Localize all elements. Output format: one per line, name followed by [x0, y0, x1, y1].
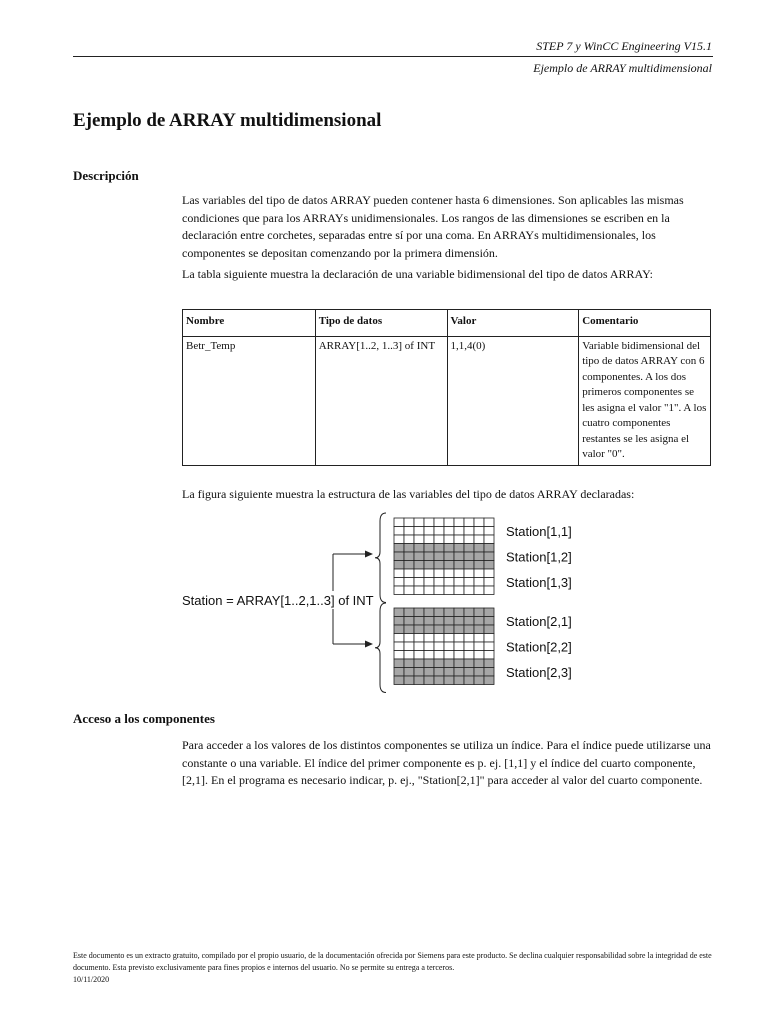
array-cell [424, 651, 434, 660]
array-cell [474, 544, 484, 553]
array-cell [434, 668, 444, 677]
page-title: Ejemplo de ARRAY multidimensional [73, 110, 382, 131]
array-cell [484, 552, 494, 561]
brace [375, 513, 386, 603]
array-cell [464, 518, 474, 527]
descripcion-heading: Descripción [73, 168, 139, 183]
array-cell [444, 535, 454, 544]
table-cell-nombre: Betr_Temp [183, 336, 316, 465]
array-cell [394, 608, 404, 617]
array-cell [394, 527, 404, 536]
array-cell [474, 676, 484, 685]
array-cell [444, 642, 454, 651]
array-cell [474, 625, 484, 634]
array-cell [454, 659, 464, 668]
array-cell [424, 617, 434, 626]
array-cell [484, 569, 494, 578]
array-cell [414, 527, 424, 536]
array-cell [454, 617, 464, 626]
array-cell [484, 608, 494, 617]
array-cell [414, 608, 424, 617]
array-cell [404, 561, 414, 570]
array-cell [444, 659, 454, 668]
array-cell [454, 608, 464, 617]
array-cell [404, 518, 414, 527]
footer-date: 10/11/2020 [73, 975, 110, 984]
array-cell [394, 659, 404, 668]
footer-disclaimer: Este documento es un extracto gratuito, compilado por el propio usuario, de la documentación ofrecida por Siemens para este producto. Se declina cualquier responsabilidad sobre la integridad de este documento. Esta previsto exclusivamente para fines propios e internos del usuario. No se permite su entrega a terceros. [73, 951, 712, 972]
array-cell [464, 659, 474, 668]
array-cell [434, 676, 444, 685]
component-label: Station[2,3] [506, 665, 572, 680]
array-cell [474, 535, 484, 544]
array-cell [464, 642, 474, 651]
header-section: Ejemplo de ARRAY multidimensional [533, 61, 712, 75]
array-cell [484, 561, 494, 570]
array-cell [434, 642, 444, 651]
array-cell [434, 535, 444, 544]
array-cell [404, 668, 414, 677]
array-cell [444, 625, 454, 634]
array-cell [394, 535, 404, 544]
array-cell [454, 642, 464, 651]
array-cell [454, 535, 464, 544]
array-cell [464, 561, 474, 570]
array-cell [474, 569, 484, 578]
array-cell [424, 544, 434, 553]
array-cell [394, 668, 404, 677]
array-cell [404, 544, 414, 553]
array-cell [444, 544, 454, 553]
column-header: Nombre [183, 310, 316, 337]
array-cell [454, 552, 464, 561]
array-cell [484, 642, 494, 651]
array-cell [464, 634, 474, 643]
array-cell [394, 586, 404, 595]
column-header: Tipo de datos [315, 310, 447, 337]
array-cell [434, 569, 444, 578]
array-cell [394, 676, 404, 685]
array-cell [474, 527, 484, 536]
array-cell [474, 617, 484, 626]
array-cell [434, 578, 444, 587]
array-cell [454, 651, 464, 660]
array-cell [424, 676, 434, 685]
array-cell [474, 668, 484, 677]
array-cell [404, 659, 414, 668]
array-cell [404, 552, 414, 561]
array-cell [444, 617, 454, 626]
component-label: Station[1,2] [506, 549, 572, 565]
array-cell [484, 668, 494, 677]
array-cell [424, 625, 434, 634]
array-cell [464, 617, 474, 626]
array-cell [424, 634, 434, 643]
array-cell [394, 625, 404, 634]
array-cell [464, 608, 474, 617]
array-cell [414, 668, 424, 677]
array-cell [474, 561, 484, 570]
array-cell [414, 676, 424, 685]
array-cell [434, 625, 444, 634]
array-cell [414, 552, 424, 561]
array-cell [434, 544, 444, 553]
array-cell [474, 578, 484, 587]
array-cell [394, 634, 404, 643]
array-cell [394, 651, 404, 660]
array-cell [424, 552, 434, 561]
array-cell [464, 676, 474, 685]
array-cell [424, 518, 434, 527]
array-cell [474, 608, 484, 617]
footer [73, 950, 718, 986]
array-cell [424, 642, 434, 651]
array-cell [404, 527, 414, 536]
array-cell [444, 668, 454, 677]
array-cell [404, 676, 414, 685]
array-cell [474, 634, 484, 643]
table-cell-valor: 1,1,4(0) [447, 336, 579, 465]
array-cell [414, 642, 424, 651]
array-cell [394, 544, 404, 553]
array-cell [424, 535, 434, 544]
array-cell [444, 608, 454, 617]
array-cell [394, 552, 404, 561]
array-cell [464, 625, 474, 634]
array-cell [414, 518, 424, 527]
array-cell [404, 535, 414, 544]
array-cell [464, 586, 474, 595]
array-cell [454, 569, 464, 578]
array-cell [424, 668, 434, 677]
array-cell [394, 578, 404, 587]
array-cell [404, 617, 414, 626]
table-cell-comentario: Variable bidimensional del tipo de datos ARRAY con 6 componentes. A los dos primeros componentes se les asigna el valor "1". A los cuatro componentes restantes se les asigna el valor "0". [579, 336, 711, 465]
acceso-paragraph: Para acceder a los valores de los distintos componentes se utiliza un índice. Para el índice puede utilizarse una constante o una variable. El índice del primer componente es p. ej. [1,1] y el índice del cuarto componente, [2,1]. En el programa es necesario indicar, p. ej., "Station[2,1]" para acceder al valor del cuarto componente. [182, 738, 711, 788]
array-cell [484, 578, 494, 587]
array-cell [484, 651, 494, 660]
array-cell [464, 569, 474, 578]
header-rule [73, 56, 713, 57]
array-cell [484, 617, 494, 626]
array-cell [404, 642, 414, 651]
array-cell [404, 651, 414, 660]
array-cell [444, 552, 454, 561]
component-label: Station[2,2] [506, 639, 572, 655]
array-cell [444, 561, 454, 570]
array-cell [434, 527, 444, 536]
array-cell [454, 527, 464, 536]
array-cell [474, 518, 484, 527]
array-cell [484, 586, 494, 595]
array-cell [484, 527, 494, 536]
array-cell [394, 569, 404, 578]
array-cell [414, 569, 424, 578]
array-cell [484, 676, 494, 685]
array-cell [484, 634, 494, 643]
array-cell [484, 544, 494, 553]
array-cell [454, 518, 464, 527]
array-cell [394, 642, 404, 651]
component-label: Station[1,3] [506, 575, 572, 590]
header-product: STEP 7 y WinCC Engineering V15.1 [536, 39, 712, 53]
array-cell [444, 569, 454, 578]
descripcion-paragraph: Las variables del tipo de datos ARRAY pueden contener hasta 6 dimensiones. Son aplicables las mismas condiciones que para los ARRAYs unidimensionales. Los rangos de las dimensiones se escriben en la declaración entre corchetes, separadas entre sí por una coma. En ARRAYs multidimensionales, los componentes se depositan comenzando por la primera dimensión. [182, 193, 684, 260]
array-cell [424, 561, 434, 570]
array-cell [424, 527, 434, 536]
array-cell [454, 625, 464, 634]
array-cell [454, 676, 464, 685]
table-row [183, 336, 711, 465]
declaration-table [182, 309, 711, 466]
array-structure-figure [176, 508, 596, 703]
array-cell [414, 659, 424, 668]
array-cell [454, 561, 464, 570]
array-cell [454, 634, 464, 643]
array-cell [474, 642, 484, 651]
array-structure-diagram [176, 508, 596, 698]
array-cell [404, 634, 414, 643]
array-cell [474, 586, 484, 595]
array-cell [454, 544, 464, 553]
array-cell [434, 552, 444, 561]
array-cell [424, 608, 434, 617]
array-cell [434, 659, 444, 668]
figure-intro-paragraph: La figura siguiente muestra la estructura de las variables del tipo de datos ARRAY declaradas: [182, 487, 635, 501]
array-cell [414, 578, 424, 587]
array-cell [444, 676, 454, 685]
array-cell [444, 527, 454, 536]
array-cell [414, 625, 424, 634]
array-cell [404, 578, 414, 587]
array-cell [434, 586, 444, 595]
array-cell [424, 586, 434, 595]
array-cell [434, 561, 444, 570]
array-cell [464, 651, 474, 660]
array-cell [414, 586, 424, 595]
array-cell [484, 535, 494, 544]
array-cell [414, 544, 424, 553]
array-cell [414, 634, 424, 643]
array-cell [424, 659, 434, 668]
array-cell [404, 608, 414, 617]
array-cell [424, 569, 434, 578]
array-cell [434, 518, 444, 527]
array-declaration-label: Station = ARRAY[1..2,1..3] of INT [182, 593, 374, 608]
array-cell [474, 552, 484, 561]
array-cell [434, 634, 444, 643]
array-cell [464, 552, 474, 561]
array-cell [464, 535, 474, 544]
array-cell [474, 659, 484, 668]
array-cell [444, 586, 454, 595]
table-header-row [183, 310, 711, 337]
column-header: Valor [447, 310, 579, 337]
brace [375, 603, 386, 693]
array-cell [444, 651, 454, 660]
array-cell [434, 608, 444, 617]
array-cell [484, 659, 494, 668]
column-header: Comentario [579, 310, 711, 337]
array-cell [464, 527, 474, 536]
array-cell [454, 578, 464, 587]
array-cell [464, 578, 474, 587]
array-cell [454, 586, 464, 595]
array-cell [414, 535, 424, 544]
array-cell [454, 668, 464, 677]
array-cell [394, 518, 404, 527]
array-cell [414, 561, 424, 570]
table-intro-paragraph: La tabla siguiente muestra la declaración de una variable bidimensional del tipo de datos ARRAY: [182, 267, 653, 281]
arrow-head [365, 551, 373, 558]
array-cell [434, 651, 444, 660]
array-cell [414, 651, 424, 660]
component-label: Station[2,1] [506, 614, 572, 629]
arrow-head [365, 641, 373, 648]
array-cell [444, 578, 454, 587]
array-cell [424, 578, 434, 587]
array-cell [394, 561, 404, 570]
array-cell [464, 544, 474, 553]
array-cell [404, 625, 414, 634]
array-cell [414, 617, 424, 626]
array-cell [434, 617, 444, 626]
component-label: Station[1,1] [506, 524, 572, 539]
acceso-heading: Acceso a los componentes [73, 711, 215, 726]
array-cell [404, 586, 414, 595]
array-cell [484, 625, 494, 634]
array-cell [394, 617, 404, 626]
array-cell [464, 668, 474, 677]
array-cell [474, 651, 484, 660]
table-cell-tipo: ARRAY[1..2, 1..3] of INT [315, 336, 447, 465]
array-cell [444, 634, 454, 643]
array-cell [444, 518, 454, 527]
array-cell [484, 518, 494, 527]
array-cell [404, 569, 414, 578]
